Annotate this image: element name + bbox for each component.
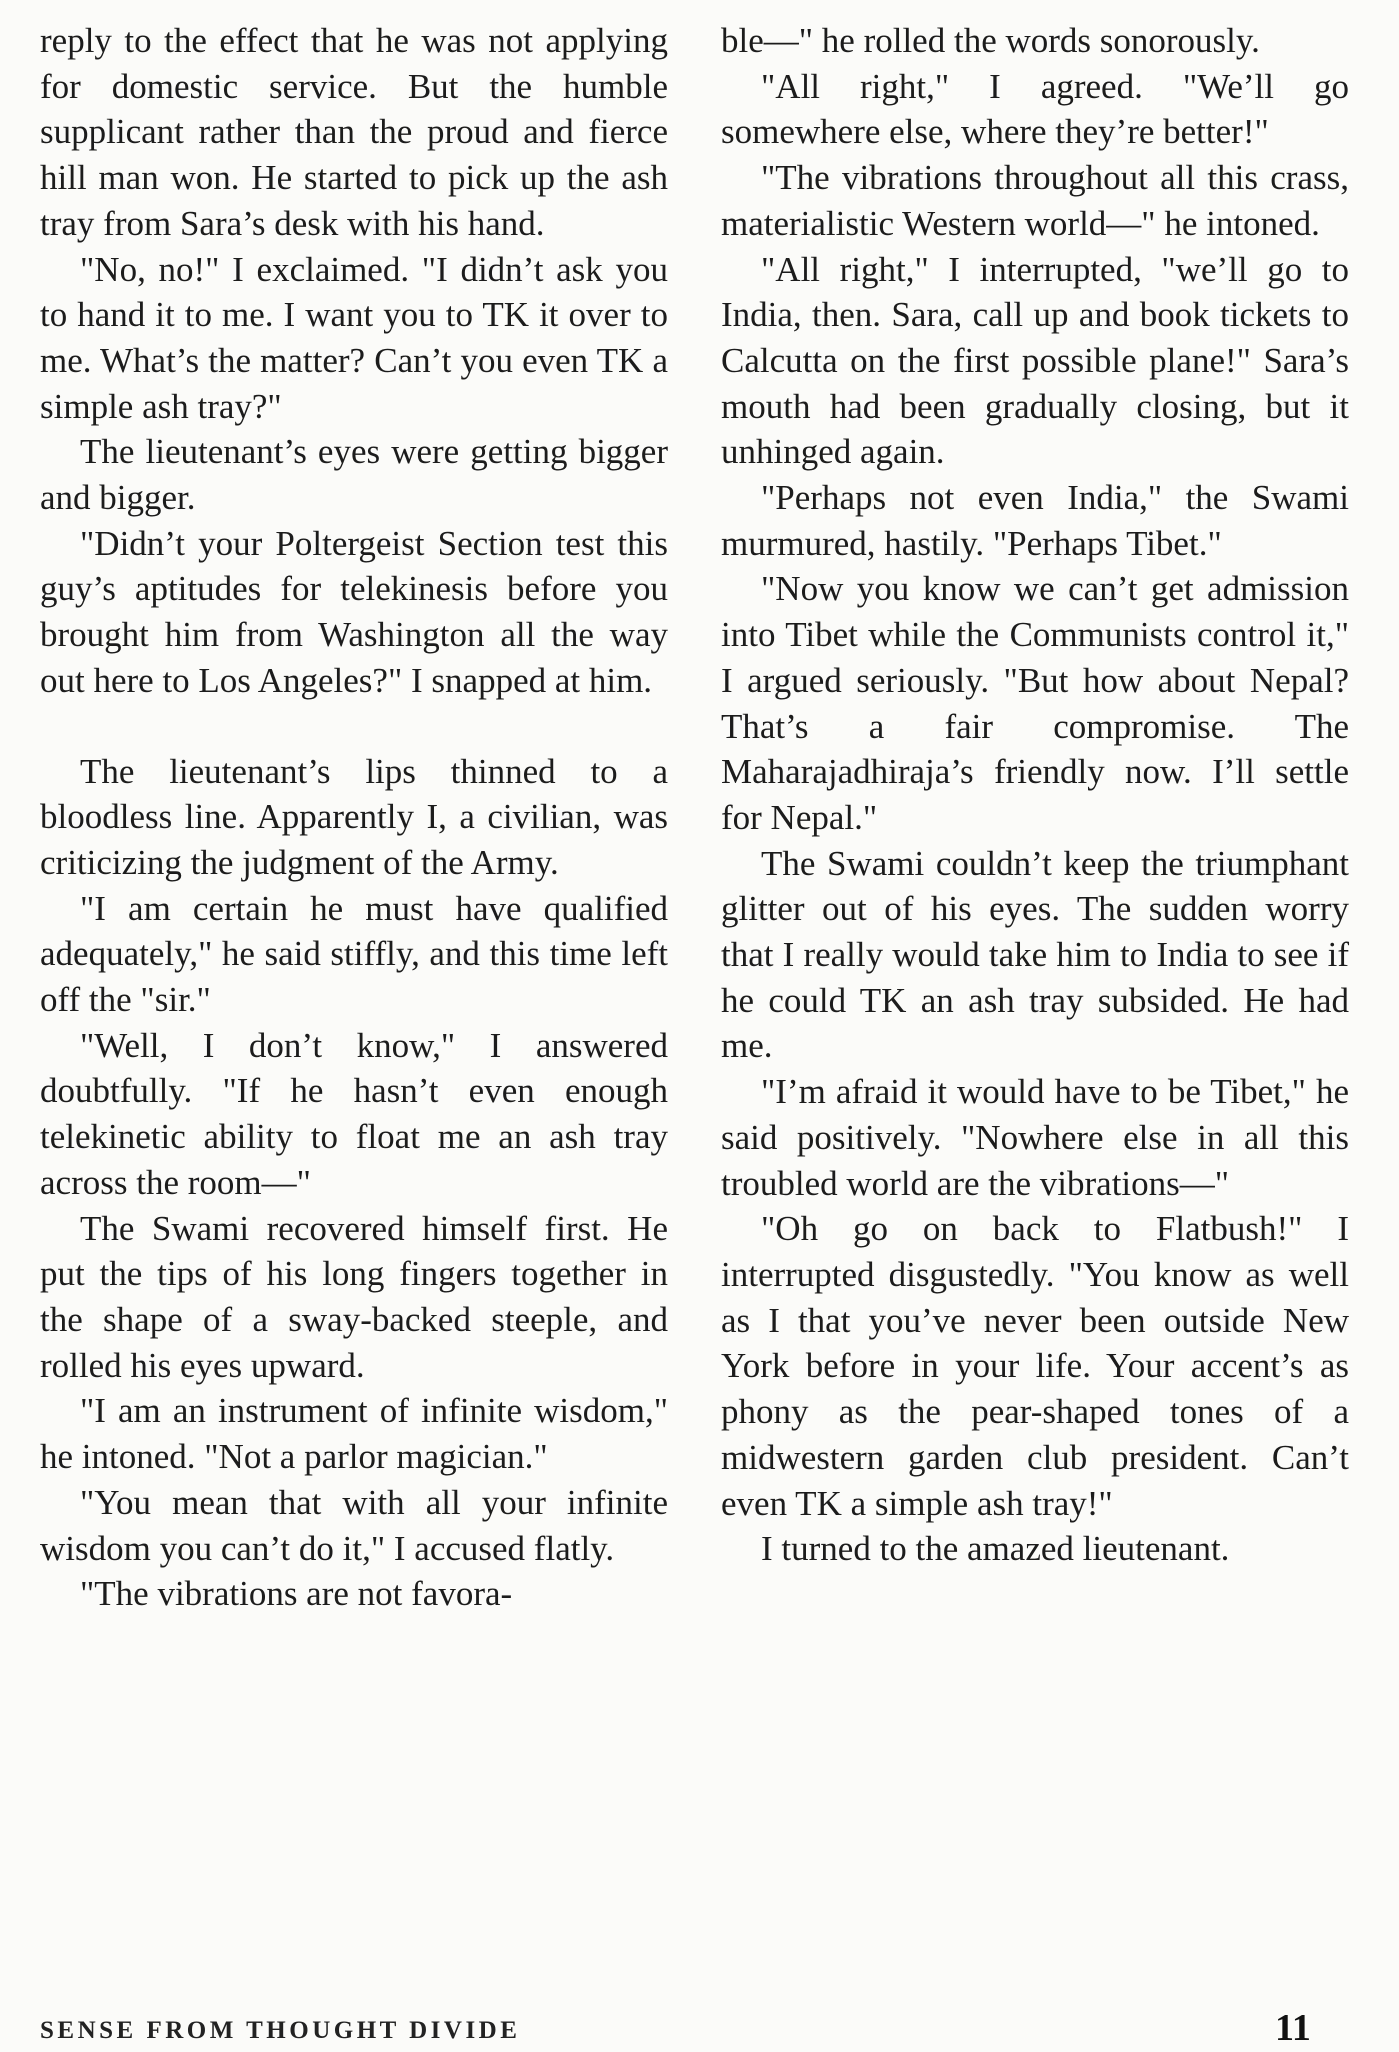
paragraph: reply to the effect that he was not applying for domestic service. But the humble supplicant rather than the proud and fierce hill man won. He started to pick up the ash tray from Sara’s desk with his hand. xyxy=(40,21,668,243)
paragraph: "Well, I don’t know," I answered doubtfully. "If he hasn’t even enough telekinetic ability to float me an ash tray across the room—" xyxy=(40,1025,668,1202)
paragraph: "The vibrations are not favora- xyxy=(80,1574,513,1614)
paragraph: "I’m afraid it would have to be Tibet," he said positively. "Nowhere else in all this troubled world are the vibrations—" xyxy=(721,1072,1349,1203)
paragraph: "I am an instrument of infinite wisdom," he intoned. "Not a parlor magician." xyxy=(40,1391,668,1477)
paragraph: I turned to the amazed lieutenant. xyxy=(761,1529,1230,1569)
paragraph: "All right," I interrupted, "we’ll go to India, then. Sara, call up and book tickets to Calcutta on the first possible plane!" Sara’s mouth had been gradually closing, but it unhinged again. xyxy=(721,249,1349,472)
paragraph: "All right," I agreed. "We’ll go somewhere else, where they’re better!" xyxy=(721,66,1349,152)
paragraph: "The vibrations throughout all this crass, materialistic Western world—" he intoned. xyxy=(721,158,1349,243)
paragraph: "Now you know we can’t get admission into Tibet while the Communists control it," I argued seriously. "But how about Nepal? That’s a fair compromise. The Maharajadhiraja’s friendly now. I’ll settle for Nepal." xyxy=(721,569,1349,837)
running-title: SENSE FROM THOUGHT DIVIDE xyxy=(40,2017,521,2044)
paragraph: "Perhaps not even India," the Swami murmured, hastily. "Perhaps Tibet." xyxy=(721,478,1349,563)
paragraph: The Swami recovered himself first. He put the tips of his long fingers together in the shape of a sway-backed steeple, and rolled his eyes upward. xyxy=(40,1208,668,1385)
paragraph: The lieutenant’s eyes were getting bigger and bigger. xyxy=(40,432,668,518)
paragraph: The lieutenant’s lips thinned to a bloodless line. Apparently I, a civilian, was criticizing the judgment of the Army. xyxy=(40,751,668,882)
paragraph: "I am certain he must have qualified adequately," he said stiffly, and this time left off the "sir." xyxy=(40,888,668,1020)
paragraph: "Didn’t your Poltergeist Section test this guy’s aptitudes for telekinesis before you brought him from Washington all the way out here to Los Angeles?" I snapped at him. xyxy=(40,523,668,700)
page-number: 11 xyxy=(1275,2007,1311,2049)
paragraph: The Swami couldn’t keep the triumphant glitter out of his eyes. The sudden worry that I really would take him to India to see if he could TK an ash tray subsided. He had me. xyxy=(721,843,1349,1066)
paragraph: "Oh go on back to Flatbush!" I interrupted disgustedly. "You know as well as I that you’ve never been outside New York before in your life. Your accent’s as phony as the pear-shaped tones of a midwestern garden club president. Can’t even TK a simple ash tray!" xyxy=(721,1209,1349,1523)
paragraph: "You mean that with all your infinite wisdom you can’t do it," I accused flatly. xyxy=(40,1482,668,1568)
paragraph: ble—" he rolled the words sonorously. xyxy=(721,21,1260,60)
right-column xyxy=(721,18,1349,1572)
paragraph: "No, no!" I exclaimed. "I didn’t ask you to hand it to me. I want you to TK it over to me. What’s the matter? Can’t you even TK a simple ash tray?" xyxy=(40,249,668,426)
left-column xyxy=(40,18,668,1617)
